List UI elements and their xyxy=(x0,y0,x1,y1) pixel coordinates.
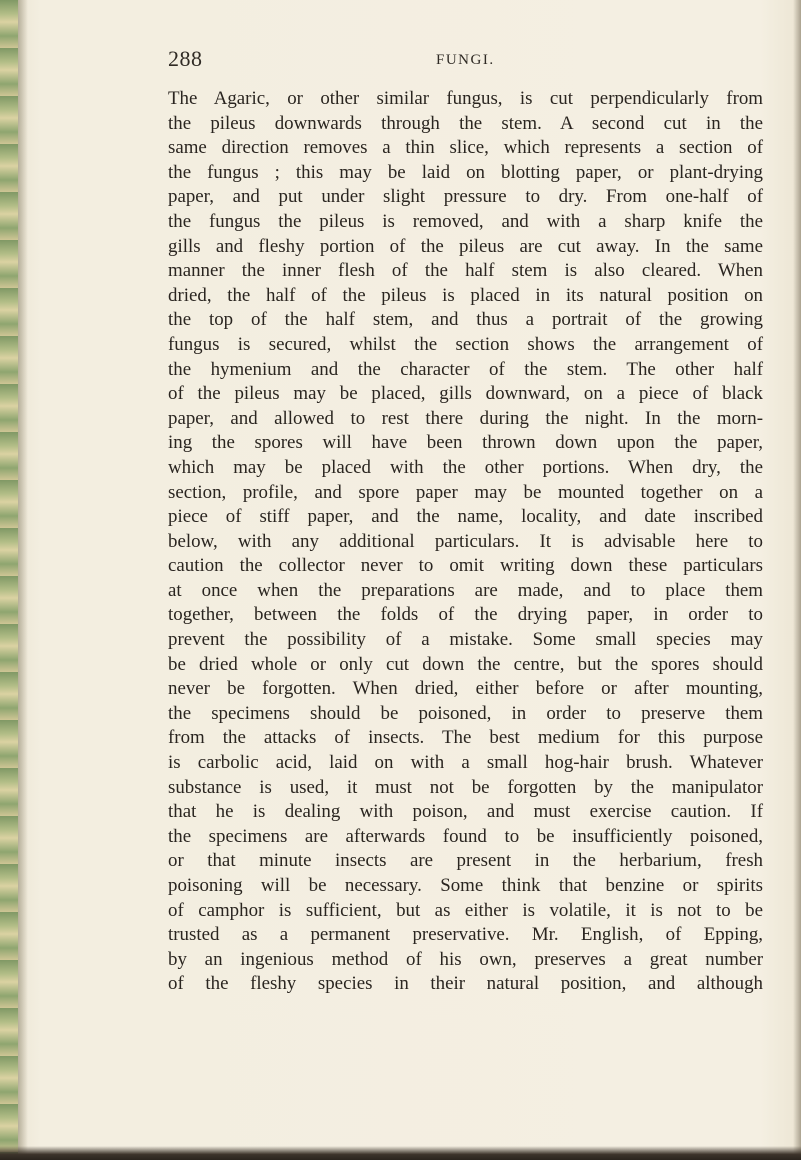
text-line: be dried whole or only cut down the centre, but the spores should xyxy=(168,653,763,675)
text-line: manner the inner flesh of the half stem is also cleared. When xyxy=(168,260,763,282)
text-line: below, with any additional particulars. It is advisable here to xyxy=(168,530,763,552)
text-line: piece of stiff paper, and the name, locality, and date inscribed xyxy=(168,506,763,528)
text-line: same direction removes a thin slice, which represents a section of xyxy=(168,137,763,159)
text-line: together, between the folds of the drying paper, in order to xyxy=(168,604,763,626)
text-line: dried, the half of the pileus is placed in its natural position on xyxy=(168,284,763,306)
text-line: that he is dealing with poison, and must exercise caution. If xyxy=(168,801,763,823)
text-line: the specimens should be poisoned, in order to preserve them xyxy=(168,702,763,724)
body-text xyxy=(168,87,763,997)
text-line: the top of the half stem, and thus a portrait of the growing xyxy=(168,309,763,331)
text-line: section, profile, and spore paper may be mounted together on a xyxy=(168,481,763,503)
text-line: never be forgotten. When dried, either before or after mounting, xyxy=(168,678,763,700)
text-line: prevent the possibility of a mistake. Some small species may xyxy=(168,629,763,651)
text-line: ing the spores will have been thrown down upon the paper, xyxy=(168,432,763,454)
text-line: gills and fleshy portion of the pileus are cut away. In the same xyxy=(168,235,763,257)
text-line: or that minute insects are present in the herbarium, fresh xyxy=(168,850,763,872)
text-line: paper, and allowed to rest there during the night. In the morn- xyxy=(168,407,763,429)
text-line: is carbolic acid, laid on with a small hog-hair brush. Whatever xyxy=(168,752,763,774)
text-line: the fungus the pileus is removed, and with a sharp knife the xyxy=(168,210,763,232)
text-line: trusted as a permanent preservative. Mr. English, of Epping, xyxy=(168,924,763,946)
page-bottom-edge xyxy=(0,1146,801,1160)
text-line: which may be placed with the other portions. When dry, the xyxy=(168,456,763,478)
text-line: at once when the preparations are made, and to place them xyxy=(168,579,763,601)
running-head: FUNGI. xyxy=(436,52,495,68)
text-line: substance is used, it must not be forgotten by the manipulator xyxy=(168,776,763,798)
text-line: The Agaric, or other similar fungus, is cut perpendicularly from xyxy=(168,88,763,109)
binding-edge xyxy=(0,0,18,1160)
text-line: of the fleshy species in their natural position, and although xyxy=(168,973,763,995)
text-line: paper, and put under slight pressure to dry. From one-half of xyxy=(168,186,763,208)
page-number: 288 xyxy=(168,46,203,71)
text-line: the specimens are afterwards found to be insufficiently poisoned, xyxy=(168,825,763,847)
text-line: poisoning will be necessary. Some think that benzine or spirits xyxy=(168,875,763,896)
text-line: fungus is secured, whilst the section shows the arrangement of xyxy=(168,333,763,355)
page-right-edge xyxy=(793,0,801,1160)
text-line: from the attacks of insects. The best medium for this purpose xyxy=(168,727,763,749)
text-line: the fungus ; this may be laid on blotting paper, or plant-drying xyxy=(168,161,763,183)
text-line: the pileus downwards through the stem. A second cut in the xyxy=(168,112,763,134)
text-line: by an ingenious method of his own, preserves a great number xyxy=(168,948,763,970)
text-line: caution the collector never to omit writing down these particulars xyxy=(168,555,763,577)
binding-shadow xyxy=(18,0,28,1160)
text-line: of camphor is sufficient, but as either is volatile, it is not to be xyxy=(168,899,763,921)
page-header xyxy=(168,46,688,76)
text-line: of the pileus may be placed, gills downward, on a piece of black xyxy=(168,383,763,405)
text-line: the hymenium and the character of the stem. The other half xyxy=(168,358,763,380)
